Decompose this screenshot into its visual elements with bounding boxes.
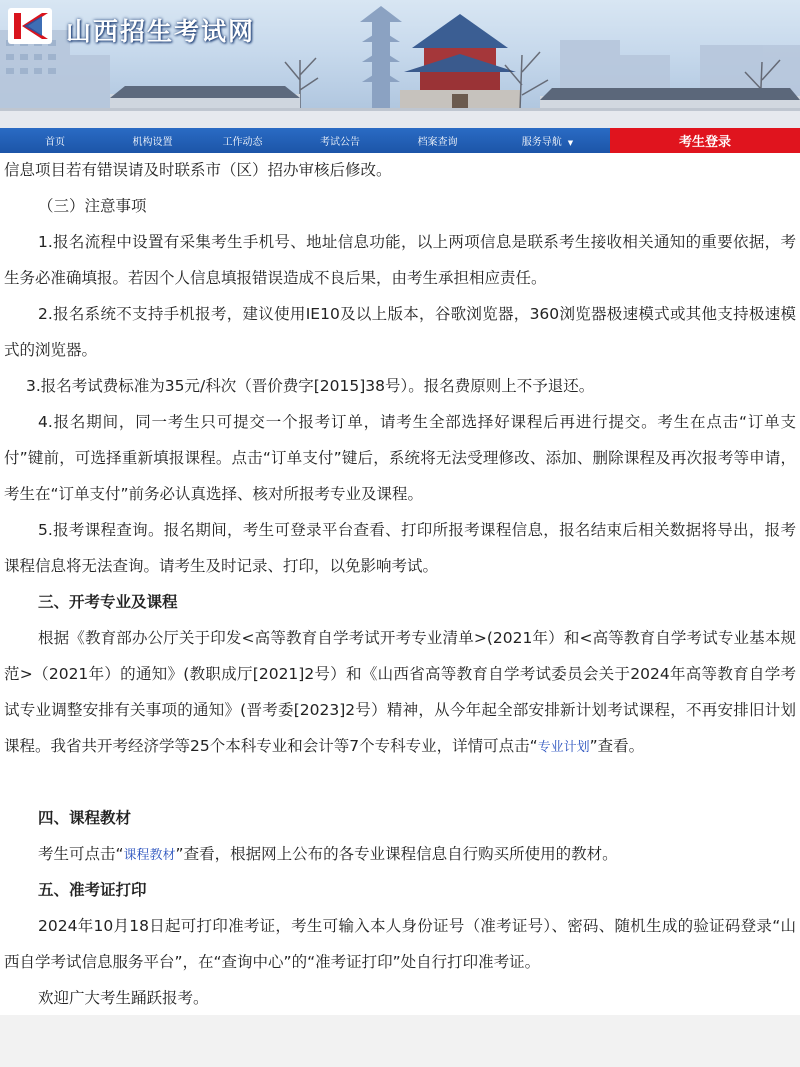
majors-text: 根据《教育部办公厅关于印发<高等教育自学考试开考专业清单>(2021年）和<高等教育自学考试专业基本规范>（2021年）的通知》(教职成厅[2021]2号）和《山西省高等教育自学考试委员会关于2024年高等教育自学考试专业调整安排有关事项的通知》(晋考委[2023]2号）精神，从今年起全部安排新计划考试课程，不再安排旧计划课程。我省共开考经济学等25个本科专业和会计等7个专科专业，详情可点击“ <box>4 629 796 755</box>
paragraph-correction-note: 信息项目若有错误请及时联系市（区）招办审核后修改。 <box>4 161 392 179</box>
section-textbooks-body <box>4 836 796 874</box>
note-4: 4.报名期间，同一考生只可提交一个报考订单，请考生全部选择好课程后再进行提交。考生在点击“订单支付”键前，可选择重新填报课程。点击“订单支付”键后，系统将无法受理修改、添加、删除课程及再次报考等申请，考生在“订单支付”前务必认真选择、核对所报考专业及课程。 <box>4 413 796 503</box>
caret-down-icon: ▼ <box>567 139 574 147</box>
red-k-logo-icon[interactable] <box>8 8 52 44</box>
major-plan-link[interactable]: 专业计划 <box>537 740 590 755</box>
subsection-notes-title: （三）注意事项 <box>38 197 147 215</box>
site-banner <box>0 0 800 128</box>
article-content <box>0 153 800 1015</box>
candidate-login-button[interactable]: 考生登录 <box>610 128 800 153</box>
note-3: 3.报名考试费标准为35元/科次（晋价费字[2015]38号）。报名费原则上不予退还。 <box>26 377 595 395</box>
nav-archive-query[interactable]: 档案查询 <box>417 137 458 148</box>
nav-organization[interactable]: 机构设置 <box>132 137 173 148</box>
section-textbooks-title: 四、课程教材 <box>38 809 132 827</box>
nav-services-label: 服务导航 <box>521 137 562 148</box>
site-title[interactable]: 山西招生考试网 <box>66 17 256 46</box>
section-majors-title: 三、开考专业及课程 <box>38 593 178 611</box>
note-1: 1.报名流程中设置有采集考生手机号、地址信息功能，以上两项信息是联系考生接收相关通知的重要依据，考生务必准确填报。若因个人信息填报错误造成不良后果，由考生承担相应责任。 <box>4 233 796 287</box>
nav-services[interactable] <box>485 133 610 148</box>
course-textbook-link[interactable]: 课程教材 <box>123 848 176 863</box>
note-5: 5.报考课程查询。报名期间，考生可登录平台查看、打印所报考课程信息，报名结束后相关数据将导出，报考课程信息将无法查询。请考生及时记录、打印，以免影响考试。 <box>4 521 796 575</box>
nav-news[interactable]: 工作动态 <box>222 137 263 148</box>
note-2: 2.报名系统不支持手机报考，建议使用IE10及以上版本，谷歌浏览器，360浏览器极速模式或其他支持极速模式的浏览器。 <box>4 305 796 359</box>
section-admission-ticket-title: 五、准考证打印 <box>38 881 147 899</box>
section-majors-body <box>4 620 796 766</box>
section-admission-ticket-body: 2024年10月18日起可打印准考证，考生可输入本人身份证号（准考证号）、密码、随机生成的验证码登录“山西自学考试信息服务平台”，在“查询中心”的“准考证打印”处自行打印准考证。 <box>4 917 796 971</box>
majors-tail: ”查看。 <box>589 737 645 755</box>
textbooks-post: ”查看，根据网上公布的各专业课程信息自行购买所使用的教材。 <box>175 845 618 863</box>
closing-line: 欢迎广大考生踊跃报考。 <box>38 989 209 1007</box>
main-nav <box>0 128 800 153</box>
textbooks-pre: 考生可点击“ <box>38 845 124 863</box>
nav-home[interactable]: 首页 <box>45 137 65 148</box>
nav-announcements[interactable]: 考试公告 <box>320 137 360 148</box>
